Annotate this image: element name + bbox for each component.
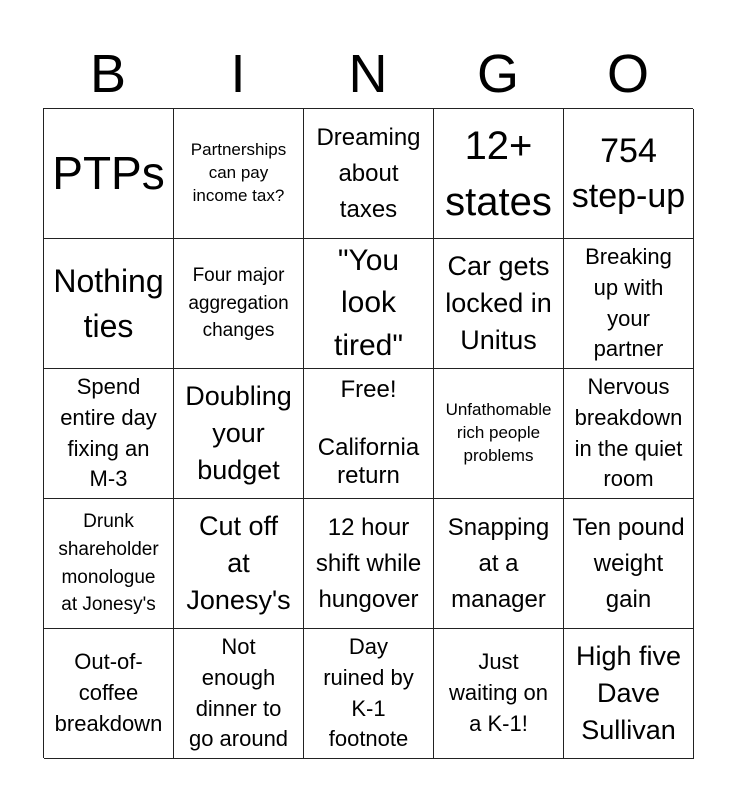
bingo-cell[interactable] xyxy=(434,239,564,369)
cell-label: Free! California return xyxy=(317,375,420,490)
bingo-board xyxy=(43,108,693,758)
header-letter-n: N xyxy=(348,44,388,104)
bingo-cell[interactable] xyxy=(434,629,564,759)
bingo-cell[interactable] xyxy=(304,369,434,499)
cell-label: Doubling your budget xyxy=(185,380,292,486)
bingo-cell[interactable] xyxy=(434,109,564,239)
bingo-cell[interactable] xyxy=(564,369,694,499)
cell-label: 12 hour shift while hungover xyxy=(315,513,422,613)
bingo-cell[interactable] xyxy=(174,109,304,239)
bingo-cell[interactable] xyxy=(564,109,694,239)
bingo-cell[interactable] xyxy=(44,369,174,499)
bingo-cell[interactable] xyxy=(304,629,434,759)
bingo-cell[interactable] xyxy=(44,239,174,369)
bingo-cell[interactable] xyxy=(564,629,694,759)
bingo-cell[interactable] xyxy=(564,499,694,629)
bingo-header xyxy=(43,44,693,104)
cell-label: Partnerships can pay income tax? xyxy=(190,140,287,205)
bingo-cell[interactable] xyxy=(174,239,304,369)
cell-label: Breaking up with your partner xyxy=(585,243,672,362)
cell-label: PTPs xyxy=(52,147,165,200)
cell-label: Spend entire day fixing an M-3 xyxy=(60,373,157,492)
header-letter-o: O xyxy=(606,44,649,104)
bingo-cell[interactable] xyxy=(304,239,434,369)
bingo-cell[interactable] xyxy=(44,499,174,629)
cell-label: Just waiting on a K-1! xyxy=(448,649,549,736)
cell-label: Cut off at Jonesy's xyxy=(186,510,291,616)
bingo-cell[interactable] xyxy=(434,369,564,499)
cell-label: "You look tired" xyxy=(333,243,403,362)
header-letter-i: I xyxy=(230,44,246,104)
bingo-cell[interactable] xyxy=(304,499,434,629)
cell-label: Out-of- coffee breakdown xyxy=(54,649,163,736)
cell-label: High five Dave Sullivan xyxy=(575,640,682,746)
cell-label: Dreaming about taxes xyxy=(316,123,421,223)
bingo-cell[interactable] xyxy=(44,629,174,759)
header-letter-g: G xyxy=(476,44,519,104)
cell-label: Not enough dinner to go around xyxy=(188,633,289,752)
cell-label: Day ruined by K-1 footnote xyxy=(323,633,414,752)
cell-label: Four major aggregation changes xyxy=(188,265,289,342)
bingo-cell[interactable] xyxy=(174,369,304,499)
cell-label: Car gets locked in Unitus xyxy=(445,250,552,356)
cell-label: Nothing ties xyxy=(53,263,164,344)
bingo-cell[interactable] xyxy=(564,239,694,369)
bingo-cell[interactable] xyxy=(174,629,304,759)
cell-label: 12+ states xyxy=(445,123,552,224)
cell-label: Drunk shareholder monologue at Jonesy's xyxy=(58,511,159,616)
cell-label: 754 step-up xyxy=(571,132,686,215)
bingo-cell[interactable] xyxy=(434,499,564,629)
header-letter-b: B xyxy=(89,44,127,104)
cell-label: Unfathomable rich people problems xyxy=(445,400,552,465)
cell-label: Ten pound weight gain xyxy=(572,513,685,613)
bingo-cell[interactable] xyxy=(44,109,174,239)
bingo-cell[interactable] xyxy=(174,499,304,629)
cell-label: Nervous breakdown in the quiet room xyxy=(574,373,683,492)
bingo-cell[interactable] xyxy=(304,109,434,239)
cell-label: Snapping at a manager xyxy=(447,513,550,613)
